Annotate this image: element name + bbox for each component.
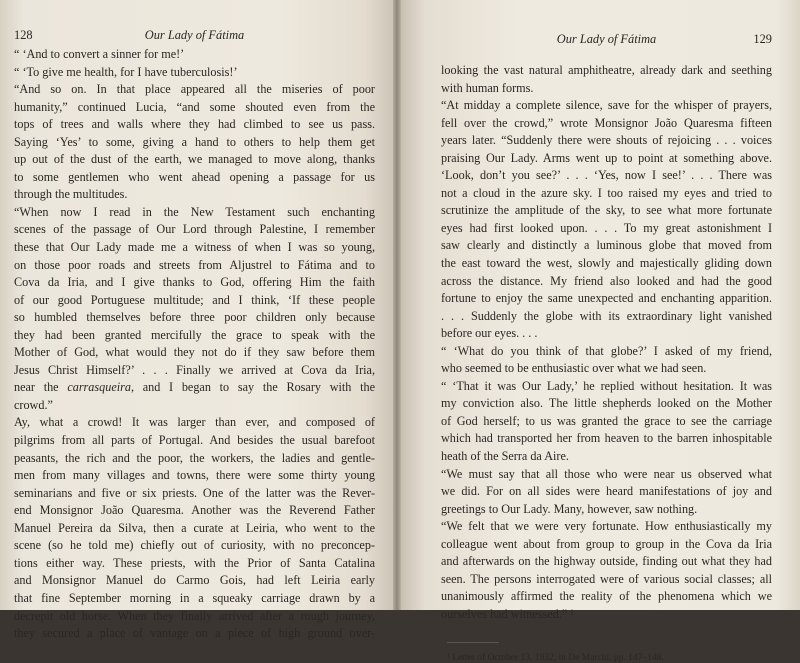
text-line: seen. The persons interrogated were of various social classes; all [441, 571, 772, 586]
text-line: on those poor roads and streets from Aljustrel to Fátima and to [14, 257, 375, 272]
page-number: 128 [14, 28, 33, 42]
text-line: eyes had first looked upon. . . . To my great astonishment I [441, 220, 772, 235]
text-line: fortune to enjoy the same unexpected and enchanting apparition. [441, 291, 772, 306]
text-line: Manuel Pereira da Silva, then a curate at Leiria, who went to the [14, 520, 375, 535]
text-line: pilgrims from all parts of Portugal. And besides the usual barefoot [14, 433, 375, 448]
text-line: before our eyes. . . . [441, 326, 538, 341]
italic-term: carrasqueira [67, 380, 131, 395]
text-line: humanity,” continued Lucia, “and some shouted even from the [14, 99, 375, 114]
text-line: “We must say that all those who were near us observed what [441, 466, 772, 481]
text-line: “ ‘To give me health, for I have tuberculosis!’ [14, 64, 238, 79]
left-page-header [14, 28, 375, 50]
text-line: the east toward the west, slowly and majestically gliding down [441, 256, 772, 271]
text-line: Jesus Christ Himself?’ . . . Finally we arrived at Cova da Iria, [14, 362, 375, 377]
text-line: scene (so he told me) chiefly out of curiosity, with no preconcep- [14, 538, 375, 553]
left-page [0, 0, 397, 641]
text-line: they had been granted mercifully the grace to speak with the [14, 327, 375, 342]
running-head: Our Lady of Fátima [144, 28, 245, 42]
text-line: up out of the dust of the earth, we managed to move along, thanks [14, 152, 375, 167]
footnote-rule [447, 642, 499, 643]
running-head: Our Lady of Fátima [556, 32, 657, 46]
text-line: Ay, what a crowd! It was larger than ever, and composed of [14, 415, 375, 430]
text-line: heath of the Serra da Aire. [441, 449, 569, 464]
text-line: peasants, the rich and the poor, the workers, the ladies and gentle- [14, 450, 375, 465]
text-line: who seemed to be enthusiastic over what we had seen. [441, 361, 707, 376]
text-line: saw clearly and distinctly a luminous globe that moved from [441, 238, 772, 253]
text-line: looking the vast natural amphitheatre, already dark and seething [441, 63, 772, 77]
text-line: . . . Suddenly the globe with its extraordinary light vanished [441, 308, 772, 323]
text-line: scenes of the passage of Our Lord through Palestine, I remember [14, 222, 375, 237]
right-page-header [441, 32, 772, 54]
text-line: my conviction also. The little shepherds looked on the Mother [441, 396, 772, 411]
text-line: which had transported her from heaven to the barren inhospitable [441, 431, 772, 446]
footnote: ¹ Letter of October 13, 1932, in De Marchi, pp. 147–148. [447, 652, 664, 663]
text-line: of our good Portuguese multitude; and I think, ‘If these people [14, 292, 375, 307]
text-line: Saying ‘Yes’ to some, giving a hand to others to help them get [14, 134, 375, 149]
text-line: Mother of God, what would they not do if they saw before them [14, 345, 375, 360]
text-line: we did. For on all sides were heard manifestations of joy and [441, 484, 772, 499]
text-line: seminarians and five or six priests. One of the latter was the Rever- [14, 485, 375, 500]
text-line: years later. “Suddenly there were shouts of rejoicing . . . voices [441, 133, 772, 148]
text-line: greetings to Our Lady. Many, however, saw nothing. [441, 501, 698, 516]
text-line: through the multitudes. [14, 187, 128, 202]
text-line: Cova da Iria, and I give thanks to God, offering Him the faith [14, 275, 375, 290]
text-line: across the distance. My friend also looked and had the good [441, 273, 772, 288]
text-line: unanimously affirmed the reality of the phenomena which we [441, 589, 772, 604]
text-line: tops of trees and walls where they had climbed to see us pass. [14, 117, 375, 132]
text-line: scrutinize the amplitude of the sky, to see what more fortunate [441, 203, 772, 218]
text-line: “At midday a complete silence, save for the whisper of prayers, [441, 98, 772, 113]
text-line: colleague went about from group to group in the Cova da Iria [441, 536, 772, 551]
text-line: near the carrasqueira, and I began to say the Rosary with the [14, 380, 375, 395]
text-line: men from many villages and towns, there were some thirty young [14, 468, 375, 483]
text-line: tions either way. These priests, with the Prior of Santa Catalina [14, 555, 375, 570]
text-line: ‘Look, don’t you see?’ . . . ‘Yes, now I see!’ . . . There was [441, 168, 772, 183]
text-line: so humbled themselves before three poor children only because [14, 310, 375, 325]
text-line: praising Our Lady. Arms went up to point at something above. [441, 150, 772, 165]
text-line: “And so on. In that place appeared all the miseries of poor [14, 82, 375, 97]
text-line: these that Our Lady made me a witness of when I was so young, [14, 240, 375, 255]
text-line: crowd.” [14, 397, 53, 412]
text-line: and Monsignor Manuel do Carmo Gois, had left Leiria early [14, 573, 375, 588]
text-line: ourselves had witnessed.” ¹ [441, 606, 574, 621]
text-line: “When now I read in the New Testament such enchanting [14, 204, 375, 219]
text-line: end Monsignor João Quaresma. Another was the Reverend Father [14, 503, 375, 518]
text-line: that fine September morning in a squeaky carriage drawn by a [14, 590, 375, 605]
book-gutter [393, 0, 401, 610]
text-line: and afterwards on the highway outside, finding out what they had [441, 554, 772, 569]
page-number: 129 [753, 32, 772, 46]
text-line: fell over the crowd,” wrote Monsignor João Quaresma fifteen [441, 115, 772, 130]
text-line: they secured a place of vantage on a piece of high ground over- [14, 626, 375, 641]
text-line: not a cloud in the azure sky. I too raised my eyes and tried to [441, 185, 772, 200]
right-body-text [441, 62, 772, 624]
text-line: decrepit old horse. When they finally arrived after a rough journey, [14, 608, 375, 623]
text-line: of God herself; to us was granted the grace to see the carriage [441, 413, 772, 428]
text-line: “We felt that we were very fortunate. How enthusiastically my [441, 519, 772, 534]
text-line: “ ‘And to convert a sinner for me!’ [14, 47, 185, 61]
text-line: to some gentlemen who went ahead opening a passage for us [14, 169, 375, 184]
right-page [397, 0, 800, 663]
left-body-text [14, 46, 375, 643]
text-line: “ ‘What do you think of that globe?’ I asked of my friend, [441, 343, 772, 358]
text-line: “ ‘That it was Our Lady,’ he replied without hesitation. It was [441, 378, 772, 393]
text-line: with human forms. [441, 80, 534, 95]
